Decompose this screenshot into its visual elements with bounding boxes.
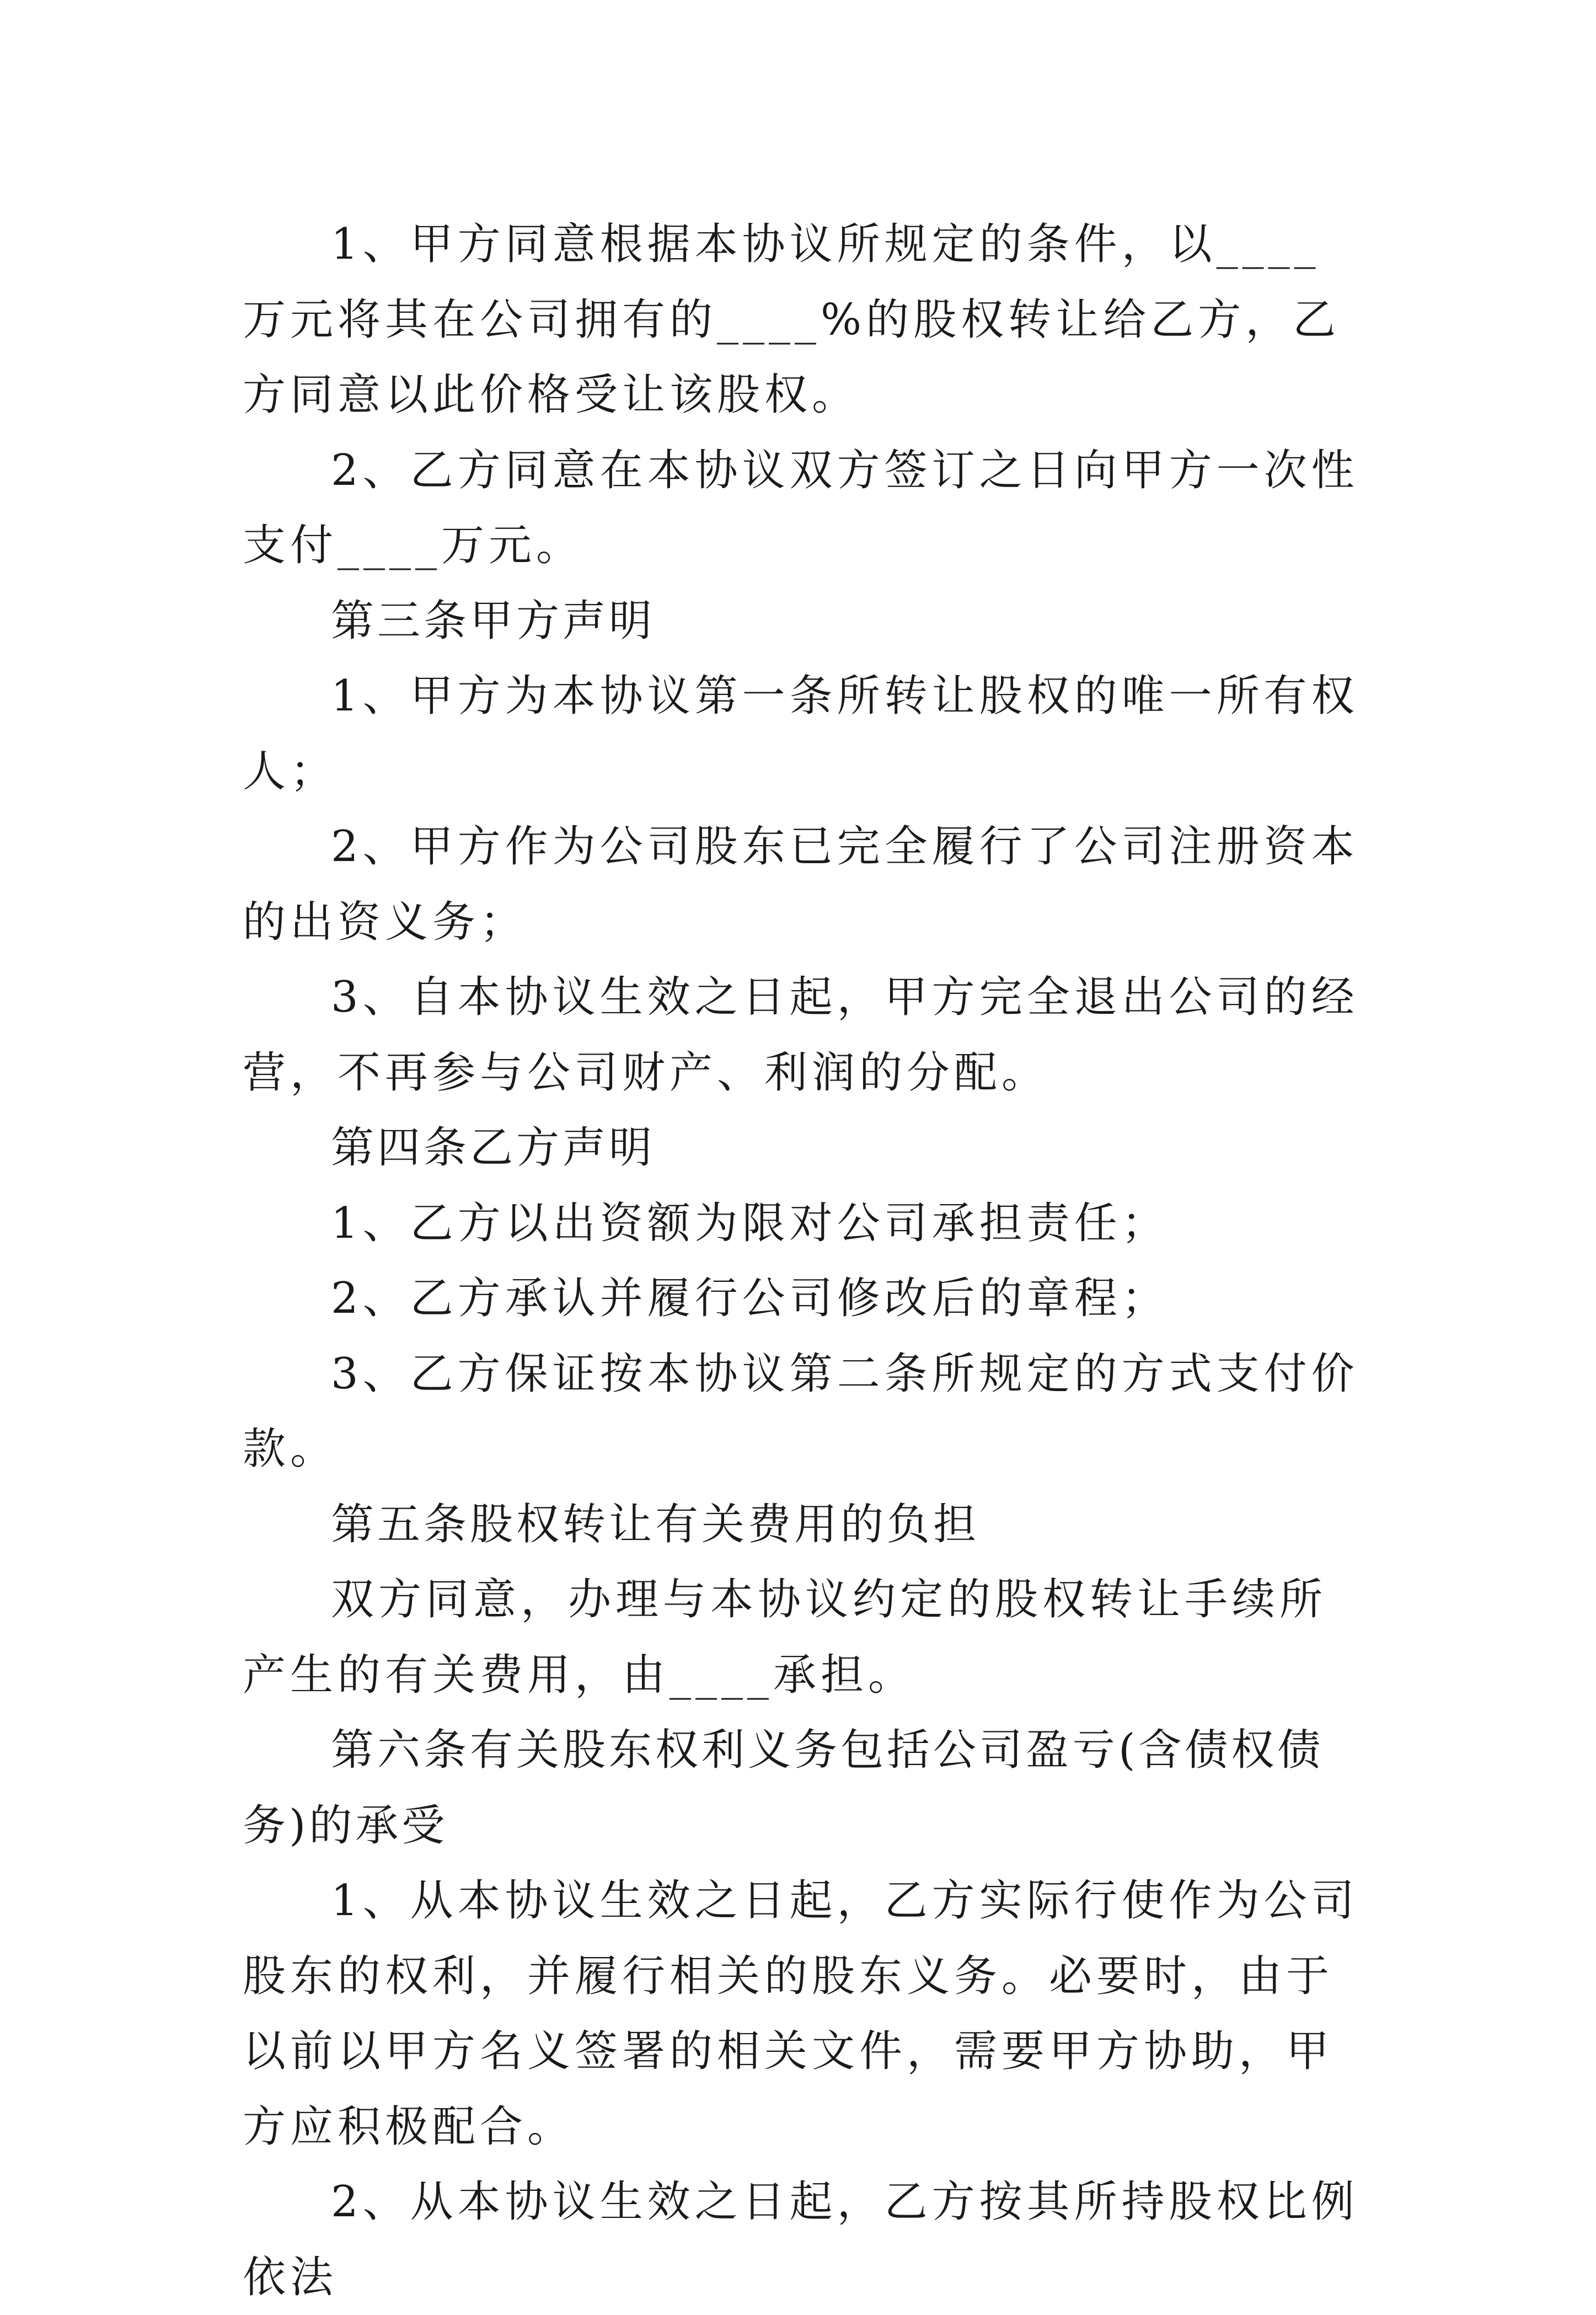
clause-paragraph: 3、乙方保证按本协议第二条所规定的方式支付价款。 <box>243 1349 1359 1474</box>
section-heading: 第六条有关股东权利义务包括公司盈亏(含债权债务)的承受 <box>243 1725 1324 1851</box>
clause-paragraph: 2、乙方同意在本协议双方签订之日向甲方一次性支付____万元。 <box>243 445 1359 570</box>
clause-paragraph: 3、自本协议生效之日起，甲方完全退出公司的经营，不再参与公司财产、利润的分配。 <box>243 972 1359 1098</box>
clause-paragraph: 1、从本协议生效之日起，乙方实际行使作为公司股东的权利，并履行相关的股东义务。必要时，由于以前以甲方名义签署的相关文件，需要甲方协助，甲方应积极配合。 <box>243 1876 1359 2152</box>
section-heading: 第三条甲方声明 <box>331 596 656 646</box>
clause-paragraph: 2、从本协议生效之日起，乙方按其所持股权比例依法 <box>243 2177 1359 2302</box>
clause-paragraph: 1、乙方以出资额为限对公司承担责任； <box>331 1198 1169 1248</box>
clause-paragraph: 双方同意，办理与本协议约定的股权转让手续所产生的有关费用，由____承担。 <box>243 1575 1327 1700</box>
clause-paragraph: 2、乙方承认并履行公司修改后的章程； <box>331 1274 1169 1323</box>
section-heading: 第五条股权转让有关费用的负担 <box>331 1499 980 1549</box>
clause-paragraph: 1、甲方同意根据本协议所规定的条件，以____万元将其在公司拥有的____%的股权转让给乙方，乙方同意以此价格受让该股权。 <box>243 220 1341 420</box>
section-heading: 第四条乙方声明 <box>331 1123 656 1173</box>
clause-paragraph: 1、甲方为本协议第一条所转让股权的唯一所有权人； <box>243 671 1359 796</box>
clause-paragraph: 2、甲方作为公司股东已完全履行了公司注册资本的出资义务； <box>243 822 1359 947</box>
document-body <box>243 207 1362 2315</box>
